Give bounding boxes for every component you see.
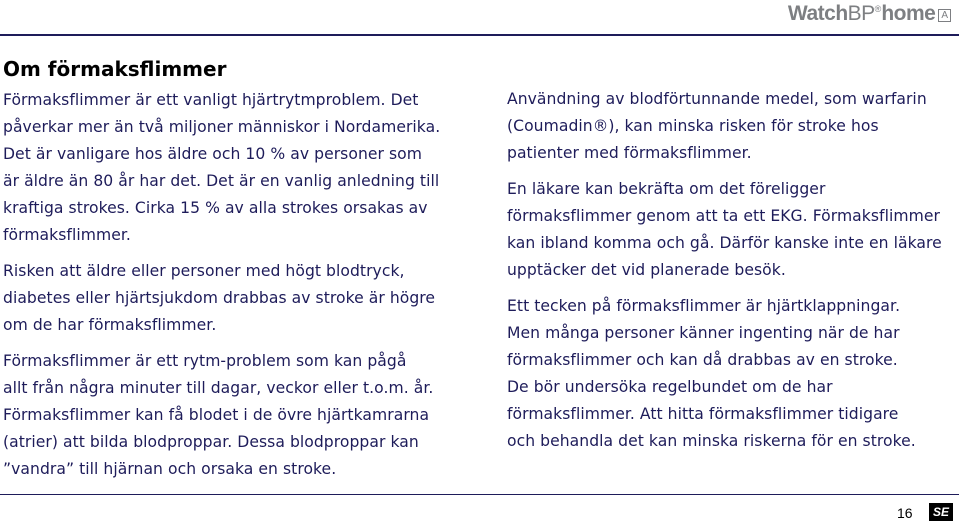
brand-badge: A xyxy=(938,9,951,22)
text-line: Förmaksflimmer kan få blodet i de övre hjärtkamrarna xyxy=(3,406,430,424)
text-line: allt från några minuter till dagar, veckor eller t.o.m. år. xyxy=(3,379,434,397)
brand-bp: BP xyxy=(847,2,875,25)
text-line: och behandla det kan minska riskerna för en stroke. xyxy=(507,432,916,450)
header-divider xyxy=(0,34,959,36)
text-line: Men många personer känner ingenting när de har xyxy=(507,324,900,342)
left-paragraph-3 xyxy=(3,348,458,483)
page-number: 16 xyxy=(897,505,913,521)
left-paragraph-1 xyxy=(3,87,458,249)
text-line: förmaksflimmer genom att ta ett EKG. Förmaksflimmer xyxy=(507,207,940,225)
text-line: Förmaksflimmer är ett vanligt hjärtrytmproblem. Det xyxy=(3,91,419,109)
text-line: påverkar mer än två miljoner människor i Nordamerika. xyxy=(3,118,441,136)
text-line: De bör undersöka regelbundet om de har xyxy=(507,378,833,396)
text-line: (atrier) att bilda blodproppar. Dessa blodproppar kan xyxy=(3,433,419,451)
footer-divider xyxy=(0,494,959,495)
text-line: (Coumadin®), kan minska risken för stroke hos xyxy=(507,117,879,135)
text-line: upptäcker det vid planerade besök. xyxy=(507,261,786,279)
brand-registered-mark: ® xyxy=(874,4,882,14)
right-paragraph-3 xyxy=(507,293,957,455)
text-line: diabetes eller hjärtsjukdom drabbas av stroke är högre xyxy=(3,289,436,307)
text-line: patienter med förmaksflimmer. xyxy=(507,144,752,162)
page-title: Om förmaksflimmer xyxy=(3,57,227,81)
left-paragraph-2 xyxy=(3,258,458,339)
text-line: Användning av blodförtunnande medel, som warfarin xyxy=(507,90,927,108)
brand-home: home xyxy=(881,2,936,25)
text-line: är äldre än 80 år har det. Det är en vanlig anledning till xyxy=(3,172,440,190)
brand-logo xyxy=(788,2,951,26)
text-line: förmaksflimmer. xyxy=(3,226,131,244)
text-line: kan ibland komma och gå. Därför kanske inte en läkare xyxy=(507,234,942,252)
text-line: förmaksflimmer och kan då drabbas av en stroke. xyxy=(507,351,898,369)
text-line: Förmaksflimmer är ett rytm-problem som kan pågå xyxy=(3,352,407,370)
right-paragraph-2 xyxy=(507,176,957,284)
text-line: om de har förmaksflimmer. xyxy=(3,316,217,334)
text-line: ”vandra” till hjärnan och orsaka en stroke. xyxy=(3,460,337,478)
text-line: Det är vanligare hos äldre och 10 % av personer som xyxy=(3,145,422,163)
text-line: Ett tecken på förmaksflimmer är hjärtklappningar. xyxy=(507,297,901,315)
right-column xyxy=(507,86,957,464)
right-paragraph-1 xyxy=(507,86,957,167)
text-line: kraftiga strokes. Cirka 15 % av alla strokes orsakas av xyxy=(3,199,428,217)
brand-watch: Watch xyxy=(787,2,848,25)
left-column xyxy=(3,87,458,492)
text-line: Risken att äldre eller personer med högt blodtryck, xyxy=(3,262,405,280)
language-badge: SE xyxy=(929,503,953,521)
text-line: förmaksflimmer. Att hitta förmaksflimmer tidigare xyxy=(507,405,899,423)
text-line: En läkare kan bekräfta om det föreligger xyxy=(507,180,826,198)
